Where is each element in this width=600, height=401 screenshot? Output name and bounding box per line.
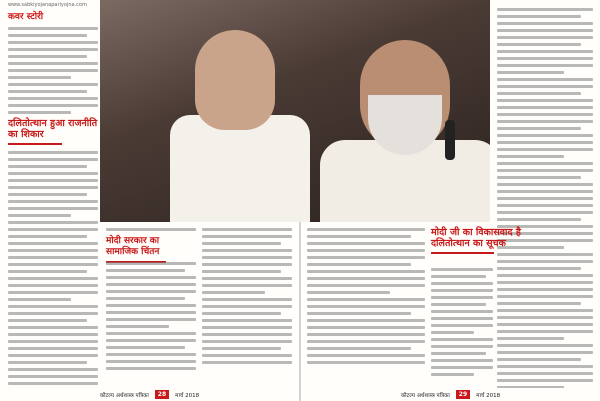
category-tag: कवर स्टोरी — [8, 12, 44, 22]
left-column-3 — [202, 228, 292, 388]
right-page-number: 29 — [456, 390, 470, 399]
left-footer: कौटल्य अर्थशास्त्र पत्रिका 28 मार्च 2018 — [99, 391, 200, 399]
left-page-number: 28 — [155, 390, 169, 399]
subhead-modi-sarkar: मोदी सरकार का सामाजिक चिंतन — [106, 236, 192, 263]
right-footer: कौटल्य अर्थशास्त्र पत्रिका 29 मार्च 2018 — [400, 391, 501, 399]
right-column-1 — [307, 228, 425, 388]
magazine-url: www.sabkiyojanapariyojna.com — [8, 2, 87, 8]
right-column-3 — [497, 8, 593, 388]
cover-photo — [100, 0, 490, 222]
subhead-dalit: दलितोत्थान हुआ राजनीति का शिकार — [8, 118, 98, 145]
left-column-1 — [8, 27, 98, 387]
right-headline: मोदी जी का विकासवाद है दलितोत्थान का सूचक — [431, 227, 521, 254]
right-column-2 — [431, 268, 493, 388]
left-column-2-body — [106, 262, 196, 387]
